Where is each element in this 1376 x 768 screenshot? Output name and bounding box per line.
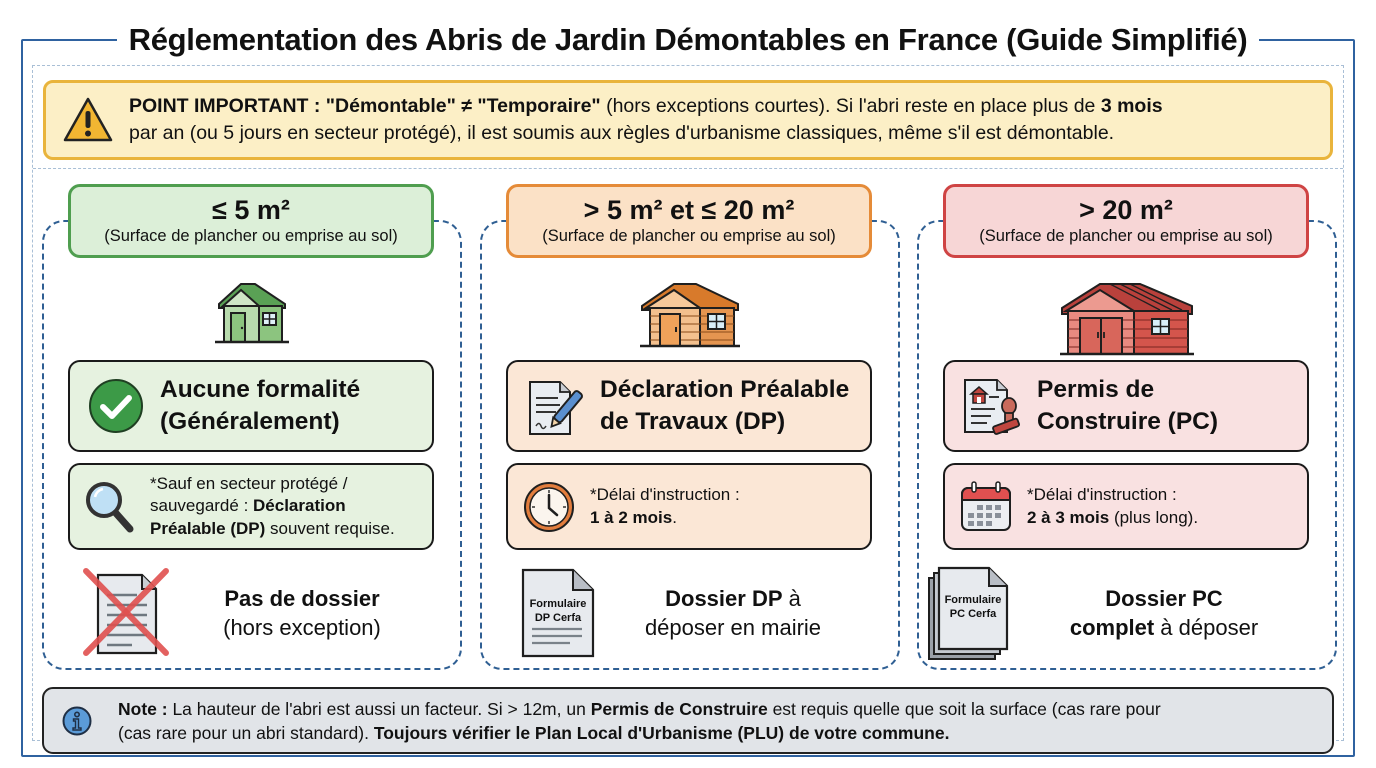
surface-subtitle: (Surface de plancher ou emprise au sol) (979, 227, 1273, 245)
column-header (943, 184, 1309, 258)
detail-line-3-bold: Préalable (DP) (150, 518, 266, 538)
detail-text (590, 484, 740, 529)
dossier-row (927, 566, 1317, 660)
form-label-line-2: DP Cerfa (534, 612, 582, 624)
detail-line-1: *Sauf en secteur protégé / (150, 473, 348, 493)
form-label-line-1: Formulaire (529, 598, 587, 610)
surface-subtitle: (Surface de plancher ou emprise au sol) (104, 227, 398, 245)
formality-line-2: de Travaux (DP) (600, 408, 786, 435)
important-text-2: par an (ou 5 jours en secteur protégé), il est soumis aux règles d'urbanisme classiques, même s'il est démontable. (129, 122, 1115, 144)
dossier-text (1011, 584, 1317, 642)
medium-orange-shed-icon (640, 280, 740, 348)
crossed-document-icon (82, 567, 172, 659)
form-label-line-1: Formulaire (944, 594, 1002, 606)
detail-line-2-bold: 2 à 3 mois (1027, 507, 1110, 527)
important-label: POINT IMPORTANT : "Démontable" ≠ "Temporaire" (129, 95, 601, 117)
detail-box (943, 463, 1309, 550)
note-bold-plu: Toujours vérifier le Plan Local d'Urbanisme (PLU) de votre commune. (373, 722, 950, 743)
column-medium-surface (480, 184, 900, 672)
detail-text (150, 473, 395, 541)
dossier-text (596, 584, 870, 642)
large-red-shed-icon (1060, 280, 1194, 356)
magnifier-icon (84, 479, 136, 535)
surface-subtitle: (Surface de plancher ou emprise au sol) (542, 227, 836, 245)
note-text (118, 697, 1161, 745)
formality-label (160, 374, 360, 438)
column-large-surface (917, 184, 1337, 672)
dossier-line-2: à déposer (1154, 615, 1259, 640)
section-divider (33, 168, 1343, 169)
detail-line-3: souvent requise. (265, 518, 395, 538)
note-box (42, 687, 1334, 754)
form-label-line-2: PC Cerfa (949, 608, 997, 620)
formality-label (1037, 374, 1218, 438)
detail-line-2-bold: Déclaration (253, 496, 346, 516)
detail-text (1027, 484, 1198, 529)
formality-line-2: Construire (PC) (1037, 408, 1219, 435)
note-text-3: (cas rare pour un abri standard). (118, 722, 374, 743)
document-pen-icon (526, 376, 584, 436)
formality-line-1: Permis de (1037, 376, 1155, 403)
dossier-line-1: à (782, 586, 801, 611)
dossier-line-2: déposer en mairie (644, 615, 822, 640)
detail-line-1: *Délai d'instruction : (590, 485, 740, 504)
surface-threshold: > 20 m² (1079, 195, 1173, 225)
surface-threshold: ≤ 5 m² (212, 195, 290, 225)
column-header (506, 184, 872, 258)
note-bold-permit: Permis de Construire (590, 698, 768, 719)
important-text-1: (hors exceptions courtes). Si l'abri reste en place plus de (600, 95, 1101, 117)
small-green-shed-icon (215, 280, 289, 344)
detail-line-2-bold: 1 à 2 mois (590, 507, 673, 527)
permit-stamp-icon (963, 376, 1021, 436)
column-header (68, 184, 434, 258)
dossier-line-1-bold: Dossier DP (665, 586, 783, 611)
formality-line-1: Aucune formalité (160, 376, 361, 403)
dossier-text (172, 584, 432, 642)
stacked-form-documents-icon (927, 565, 1011, 661)
formality-line-1: Déclaration Préalable (600, 376, 850, 403)
clock-icon (522, 480, 576, 534)
title-container (0, 18, 1376, 62)
detail-line-2: sauvegardé : (150, 496, 254, 516)
dossier-line-2: (hors exception) (223, 615, 381, 640)
info-circle-icon (62, 706, 92, 736)
dossier-line-1: Pas de dossier (224, 586, 380, 611)
note-text-1: La hauteur de l'abri est aussi un facteur. Si > 12m, un (167, 698, 591, 719)
calendar-icon (959, 480, 1013, 534)
important-bold-duration: 3 mois (1100, 95, 1163, 117)
note-text-2: est requis quelle que soit la surface (cas rare pour (767, 698, 1161, 719)
note-label: Note : (118, 698, 168, 719)
detail-line-1: *Délai d'instruction : (1027, 485, 1177, 504)
formality-box (68, 360, 434, 452)
detail-line-2: (plus long). (1109, 507, 1199, 527)
dossier-line-2-bold: complet (1069, 615, 1155, 640)
important-banner (43, 80, 1333, 160)
page-title: Réglementation des Abris de Jardin Démontables en France (Guide Simplifié) (117, 18, 1260, 62)
warning-triangle-icon (62, 96, 114, 144)
dossier-row (520, 566, 870, 660)
detail-box (506, 463, 872, 550)
detail-box (68, 463, 434, 550)
detail-line-2: . (672, 507, 677, 527)
form-document-icon (520, 567, 596, 659)
dossier-line-1-bold: Dossier PC (1105, 586, 1223, 611)
formality-box (506, 360, 872, 452)
check-circle-icon (88, 378, 144, 434)
column-small-surface (42, 184, 462, 672)
formality-box (943, 360, 1309, 452)
important-text (129, 93, 1163, 147)
formality-line-2: (Généralement) (160, 408, 340, 435)
formality-label (600, 374, 849, 438)
dossier-row (82, 566, 432, 660)
surface-threshold: > 5 m² et ≤ 20 m² (583, 195, 795, 225)
